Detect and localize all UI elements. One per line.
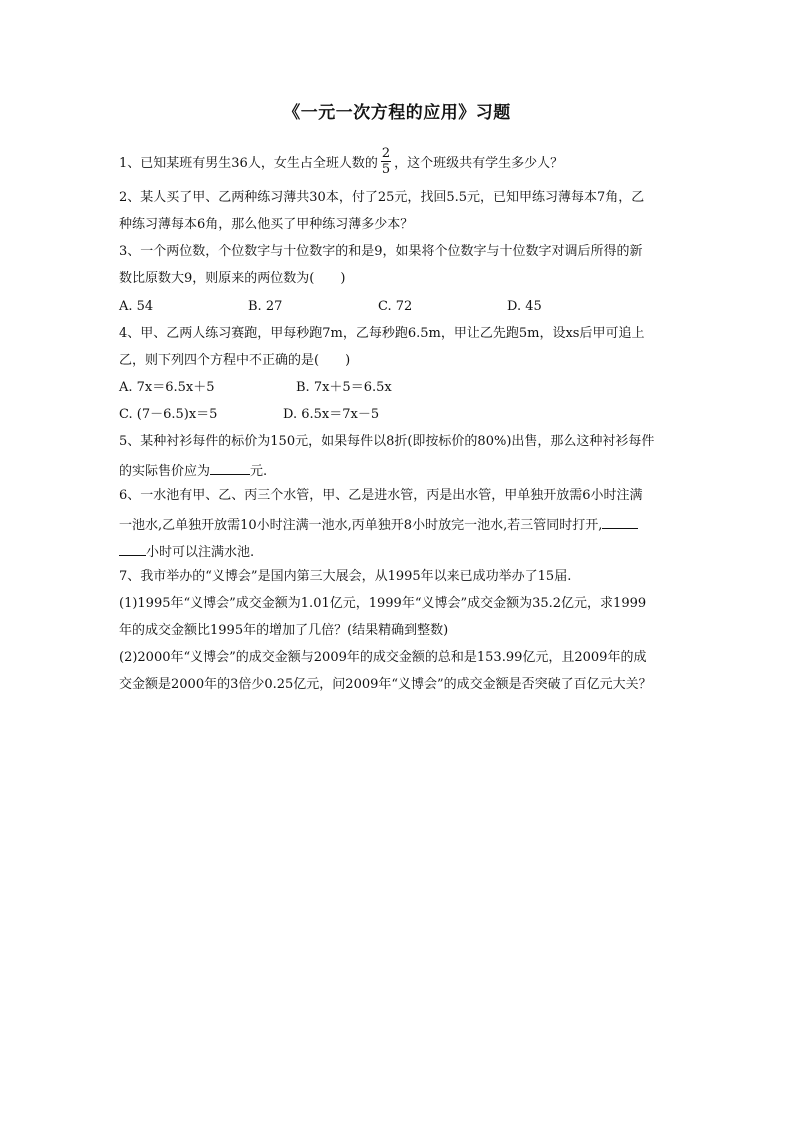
question-7-line-1: 7、我市举办的“义博会”是国内第三大展会，从1995年以来已成功举办了15届.: [119, 569, 572, 584]
question-3-option-c: C. 72: [378, 299, 413, 314]
question-2-line-2: 种练习薄每本6角，那么他买了甲种练习薄多少本？: [119, 217, 414, 232]
question-1: [119, 148, 563, 179]
question-3-line-2: 数比原数大9，则原来的两位数为( ): [119, 271, 346, 286]
question-1-text-post: ，这个班级共有学生多少人？: [394, 156, 564, 171]
question-3-option-a: A. 54: [119, 299, 154, 314]
question-4-line-1: 4、甲、乙两人练习赛跑，甲每秒跑7m，乙每秒跑6.5m，甲让乙先跑5m，设xs后甲可追上: [119, 326, 645, 341]
question-6-line-2-text: 一池水,乙单独开放需10小时注满一池水,丙单独开8小时放完一池水,若三管同时打开,: [119, 518, 603, 533]
answer-blank-part-1[interactable]: [602, 515, 638, 529]
question-6-line-1: 6、一水池有甲、乙、丙三个水管，甲、乙是进水管，丙是出水管，甲单独开放需6小时注满: [119, 488, 643, 503]
question-3-option-d: D. 45: [507, 299, 542, 314]
question-7-part-1-line-1: (1)1995年“义博会”成交金额为1.01亿元，1999年“义博会”成交金额为35.2亿元，求1999: [119, 596, 647, 611]
question-3-option-b: B. 27: [248, 299, 283, 314]
fraction-numerator: 2: [381, 146, 391, 161]
question-7-part-1-line-2: 年的成交金额比1995年的增加了几倍？(结果精确到整数): [119, 623, 449, 638]
question-2-line-1: 2、某人买了甲、乙两种练习薄共30本，付了25元，找回5.5元，已知甲练习薄每本7角，乙: [119, 190, 645, 205]
question-7-part-2-line-1: (2)2000年“义博会”的成交金额与2009年的成交金额的总和是153.99亿元，且2009年的成: [119, 650, 647, 665]
question-1-text-pre: 1、已知某班有男生36人，女生占全班人数的: [119, 156, 378, 171]
question-3-line-1: 3、一个两位数，个位数字与十位数字的和是9，如果将个位数字与十位数字对调后所得的新: [119, 244, 643, 259]
page-title: 《一元一次方程的应用》习题: [283, 103, 511, 123]
question-5-line-1: 5、某种衬衫每件的标价为150元，如果每件以8折(即按标价的80%)出售，那么这种衬衫每件: [119, 434, 655, 449]
question-4-option-a: A. 7x＝6.5x＋5: [119, 380, 215, 395]
question-6-line-3: [119, 542, 254, 561]
fraction-two-fifths: [381, 146, 391, 177]
question-7-part-2-line-2: 交金额是2000年的3倍少0.25亿元，问2009年“义博会”的成交金额是否突破了百亿元大关？: [119, 677, 652, 692]
question-5-line-2-post: 元.: [250, 464, 268, 479]
answer-blank[interactable]: [210, 461, 250, 475]
answer-blank-part-2[interactable]: [119, 542, 146, 556]
question-6-line-3-text: 小时可以注满水池.: [146, 545, 255, 560]
fraction-denominator: 5: [381, 162, 391, 177]
question-4-option-b: B. 7x＋5＝6.5x: [296, 380, 392, 395]
question-5-line-2-pre: 的实际售价应为: [119, 464, 211, 479]
question-4-option-c: C. (7－6.5)x＝5: [119, 407, 218, 422]
question-4-line-2: 乙，则下列四个方程中不正确的是( ): [119, 353, 351, 368]
question-6-line-2: [119, 515, 638, 534]
question-5-line-2: [119, 461, 267, 480]
question-4-option-d: D. 6.5x＝7x－5: [283, 407, 380, 422]
